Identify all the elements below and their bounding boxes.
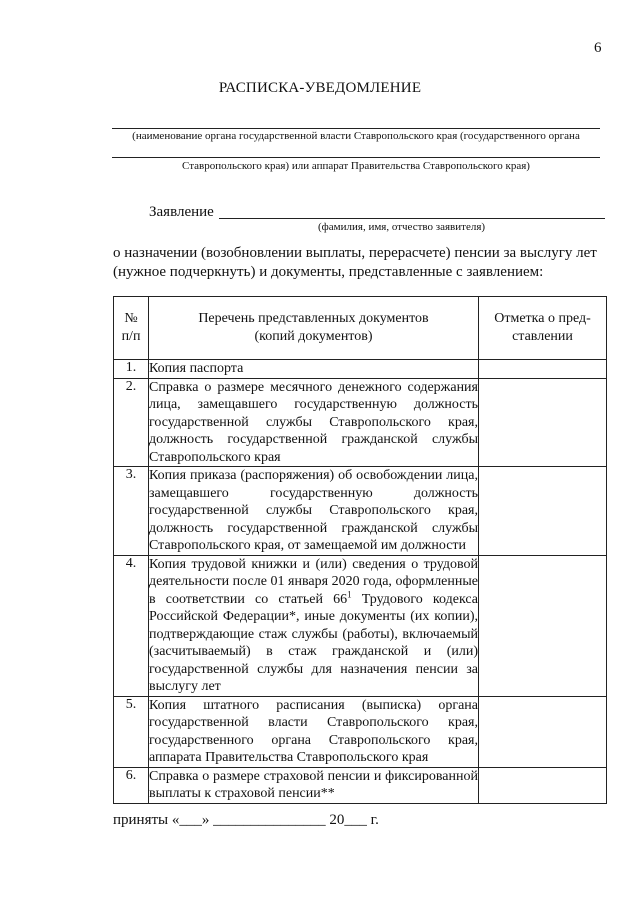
row-text: Копия штатного расписания (выписка) органа государственной власти Ставропольского края, государственного органа Ставропольского края, аппарата Правительства Ставропольского края	[149, 697, 478, 765]
row-mark	[479, 767, 607, 803]
table-header-row	[114, 297, 607, 360]
table-row	[114, 467, 607, 556]
row-text-part-1: Копия трудовой книжки и (или) сведения о трудовой деятельности после 01 января 2020 года, оформленные в соответствии со статьей 66	[149, 556, 478, 607]
row-num: 6.	[114, 767, 149, 803]
table-row	[114, 767, 607, 803]
row-num: 3.	[114, 467, 149, 556]
row-mark	[479, 696, 607, 767]
row-mark	[479, 378, 607, 467]
row-mark	[479, 555, 607, 696]
row-mark	[479, 467, 607, 556]
header-docs-text: Перечень представленных документов (копий документов)	[198, 311, 429, 344]
row-text: Справка о размере страховой пенсии и фиксированной выплаты к страховой пенсии**	[149, 768, 478, 801]
org-name-line-1	[112, 128, 600, 129]
header-mark-text: Отметка о пред- ставлении	[494, 311, 591, 344]
org-caption-line-1: (наименование органа государственной власти Ставропольского края (государственного органа	[132, 130, 580, 142]
row-num: 5.	[114, 696, 149, 767]
page-number: 6	[594, 40, 602, 56]
header-num	[114, 297, 149, 360]
footer-accepted: приняты «___» _______________ 20___ г.	[113, 812, 379, 828]
document-title: РАСПИСКА-УВЕДОМЛЕНИЕ	[218, 80, 422, 96]
intro-line-1: о назначении (возобновлении выплаты, перерасчете) пенсии за выслугу лет	[113, 245, 597, 261]
table-row	[114, 378, 607, 467]
intro-line-2: (нужное подчеркнуть) и документы, представленные с заявлением:	[113, 264, 544, 280]
documents-table	[113, 296, 607, 804]
row-num: 4.	[114, 555, 149, 696]
header-mark	[479, 297, 607, 360]
applicant-hint: (фамилия, имя, отчество заявителя)	[318, 221, 486, 233]
header-num-text: № п/п	[121, 311, 141, 344]
row-num: 1.	[114, 360, 149, 379]
org-name-line-2	[112, 157, 600, 158]
table-row	[114, 360, 607, 379]
org-caption-line-2: Ставропольского края) или аппарат Правительства Ставропольского края)	[182, 160, 530, 172]
row-text: Справка о размере месячного денежного содержания лица, замещавшего государственную должность государственной службы Ставропольского края, должность государственной гражданской службы Ставропольского края	[149, 379, 478, 465]
header-docs	[149, 297, 479, 360]
row-text: Копия приказа (распоряжения) об освобождении лица, замещавшего государственную должность государственной службы Ставропольского края, должность государственной гражданской службы Ставропольского края, от замещаемой им должности	[149, 468, 478, 553]
table-row	[114, 696, 607, 767]
row-text-part-2: Трудового кодекса Российской Федерации*, иные документы (их копии), подтверждающие стаж службы (работы), включаемый (засчитываемый) в стаж гражданской и (или) государственной службы для назначения пенсии за выслугу лет	[149, 591, 478, 694]
application-label: Заявление	[149, 204, 214, 220]
row-mark	[479, 360, 607, 379]
superscript: 1	[347, 588, 352, 599]
table-row	[114, 555, 607, 696]
intro-text	[113, 244, 613, 282]
row-text: Копия паспорта	[149, 360, 479, 379]
row-text	[149, 555, 479, 696]
applicant-name-line	[219, 218, 605, 219]
row-num: 2.	[114, 378, 149, 467]
